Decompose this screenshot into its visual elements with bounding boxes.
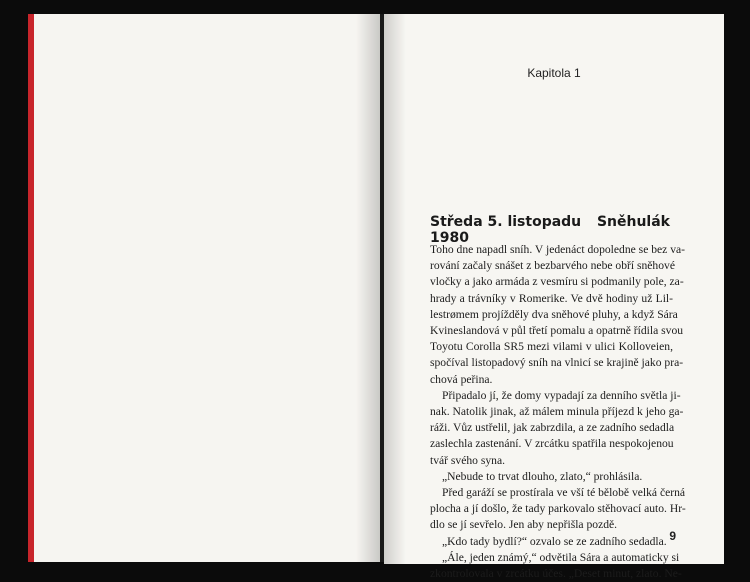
text-line: Před garáží se prostírala ve vší té bělobě velká černá xyxy=(442,486,686,500)
text-line: „Ále, jeden známý,“ odvětila Sára a automaticky si xyxy=(442,550,680,564)
text-line: chová peřina. xyxy=(430,372,493,386)
text-line: rování začaly snášet z bezbarvého nebe obří sněhové xyxy=(430,259,675,273)
text-line: Připadalo jí, že domy vypadají za denního světla ji- xyxy=(442,388,681,402)
chapter-label: Kapitola 1 xyxy=(527,66,581,80)
right-page xyxy=(384,14,724,581)
text-line: zaslechla zastenání. V zrcátku spatřila nespokojenou xyxy=(430,437,674,451)
text-line: tvář svého syna. xyxy=(430,453,506,467)
text-line: Toho dne napadl sníh. V jedenáct dopoledne se bez va- xyxy=(430,243,686,256)
text-line: Kvineslandová v půl třetí pomalu a opatrně řídila svou xyxy=(430,324,684,338)
text-line: dlo se jí sevřelo. Jen aby nepřišla pozdě. xyxy=(430,518,618,532)
gutter-shadow-right xyxy=(384,14,406,564)
text-line: spočíval listopadový sníh na vlnicí se krajině jako pra- xyxy=(430,356,684,370)
text-line: „Nebude to trvat dlouho, zlato,“ prohlásila. xyxy=(442,469,643,483)
text-line: nak. Natolik jinak, až málem minula příjezd k jeho ga- xyxy=(430,405,684,419)
page-number: 9 xyxy=(669,529,676,543)
text-line: ráži. Vůz ustřelil, jak zabrzdila, a ze zadního sedadla xyxy=(430,421,675,435)
text-line: hrady a trávníky v Romerike. Ve dvě hodiny už Lil- xyxy=(430,291,673,305)
text-line: Toyotu Corolla SR5 mezi vilami v ulici Kolloveien, xyxy=(430,340,673,354)
text-line: lestrømem projížděly dva sněhové pluhy, a když Sára xyxy=(430,307,678,321)
left-page xyxy=(28,14,380,562)
gutter-shadow-left xyxy=(356,14,380,562)
body-text xyxy=(430,242,686,582)
text-line: zkontrolovala v zrcátku účes. „Deset minut, zlato. Ne- xyxy=(430,567,682,581)
heading-date: Středa 5. listopadu 1980 xyxy=(430,214,582,246)
heading-title: Sněhulák xyxy=(596,214,670,230)
text-line: „Kdo tady bydlí?“ ozvalo se ze zadního sedadla. xyxy=(442,534,667,548)
text-line: plocha a jí došlo, že tady parkovalo stěhovací auto. Hr- xyxy=(430,502,686,516)
text-line: vločky a jako armáda z vesmíru si podmanily pole, za- xyxy=(430,275,684,289)
